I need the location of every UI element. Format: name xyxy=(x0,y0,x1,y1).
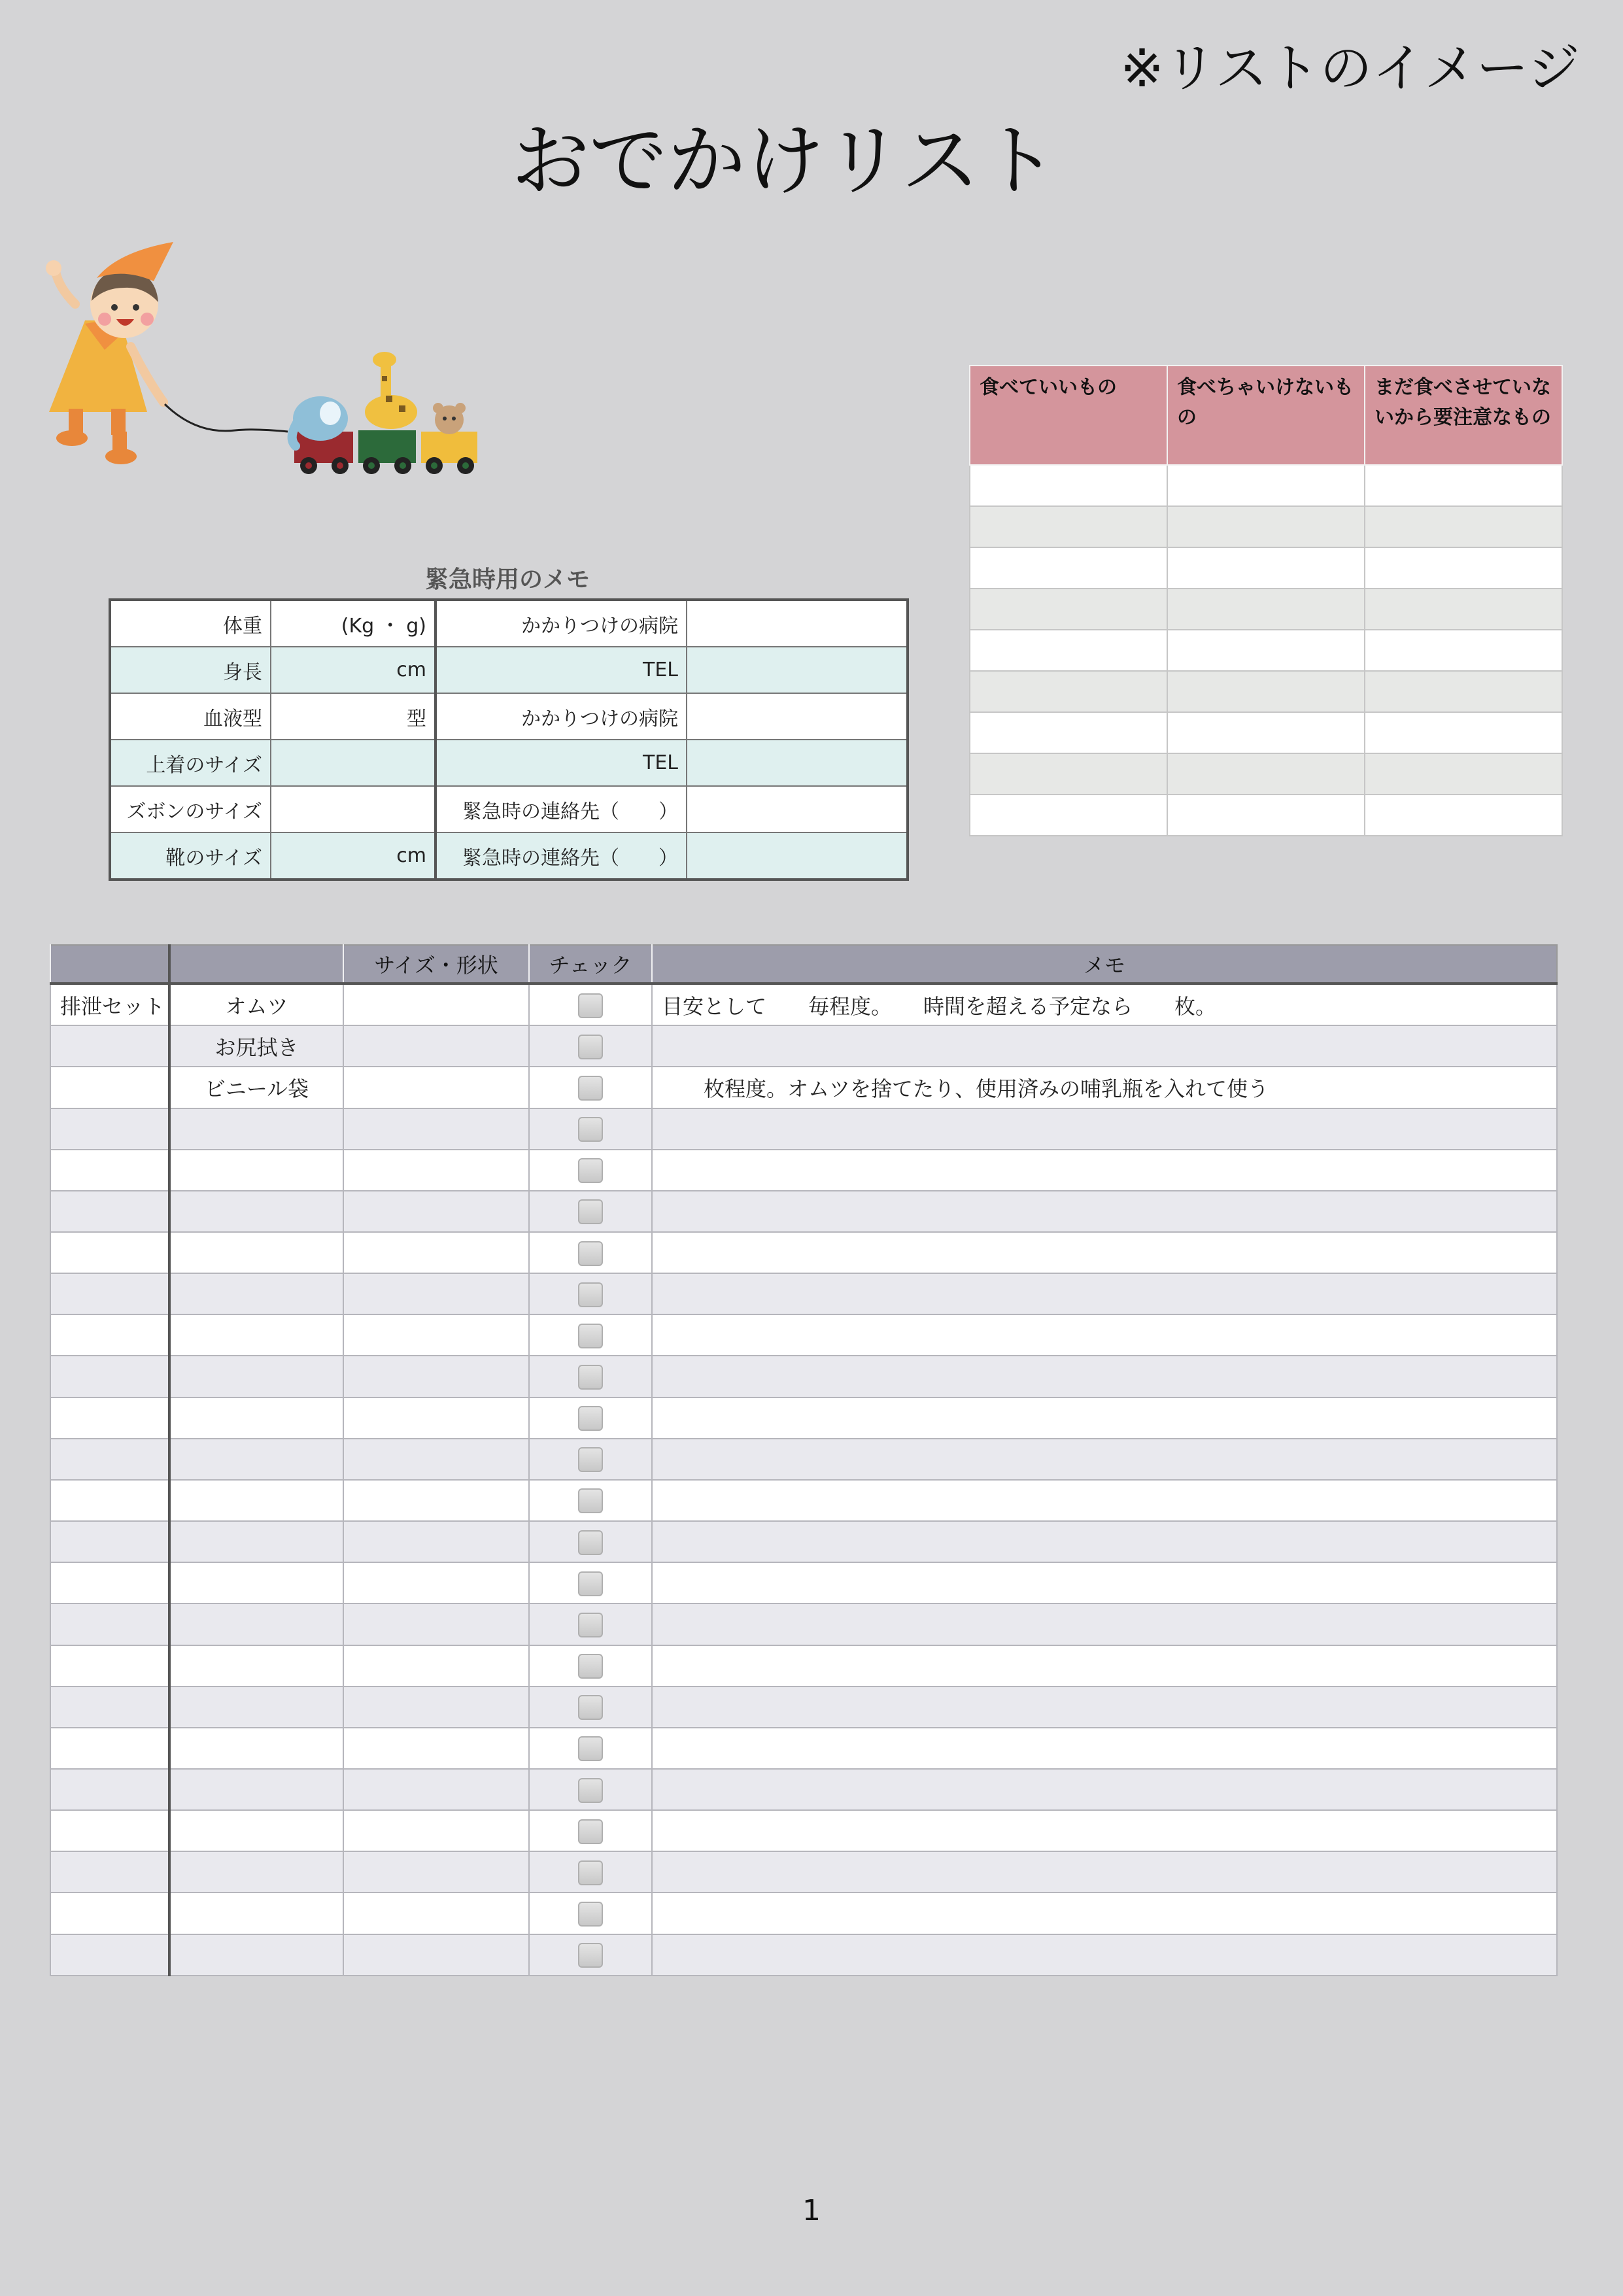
checklist-item xyxy=(169,1687,343,1728)
checklist-header-item xyxy=(169,945,343,984)
memo-value-field[interactable] xyxy=(687,647,908,693)
checklist-row xyxy=(50,1439,1557,1480)
food-cell[interactable] xyxy=(1167,753,1365,795)
checklist-category xyxy=(50,1562,169,1603)
checklist-size-field[interactable] xyxy=(343,1480,529,1521)
checklist-size-field[interactable] xyxy=(343,984,529,1025)
checklist-category xyxy=(50,1314,169,1356)
checklist-size-field[interactable] xyxy=(343,1439,529,1480)
checklist-size-field[interactable] xyxy=(343,1728,529,1769)
checklist-memo-field[interactable] xyxy=(652,1273,1557,1314)
food-cell[interactable] xyxy=(1365,712,1562,753)
checklist-item xyxy=(169,1769,343,1810)
checkbox[interactable] xyxy=(578,1530,603,1555)
checklist-size-field[interactable] xyxy=(343,1851,529,1893)
checklist-check-cell xyxy=(529,1232,652,1273)
checklist-item xyxy=(169,1232,343,1273)
checklist-row xyxy=(50,1603,1557,1645)
checklist-item xyxy=(169,1397,343,1439)
checkbox[interactable] xyxy=(578,1241,603,1266)
checklist-row xyxy=(50,1025,1557,1067)
memo-value-field[interactable] xyxy=(687,786,908,832)
checklist-memo-field[interactable] xyxy=(652,1397,1557,1439)
checkbox[interactable] xyxy=(578,1447,603,1472)
checklist-row xyxy=(50,1108,1557,1150)
food-row xyxy=(970,547,1562,589)
checklist-category: 排泄セット xyxy=(50,984,169,1025)
checklist-item xyxy=(169,1810,343,1851)
food-table xyxy=(969,365,1563,836)
checklist-item xyxy=(169,1191,343,1232)
memo-label: 緊急時の連絡先（ ） xyxy=(436,832,687,880)
checklist-item xyxy=(169,1150,343,1191)
checklist-category xyxy=(50,1521,169,1562)
checklist-size-field[interactable] xyxy=(343,1645,529,1687)
food-cell[interactable] xyxy=(1365,753,1562,795)
memo-row xyxy=(110,832,908,880)
checklist-check-cell xyxy=(529,1810,652,1851)
checkbox[interactable] xyxy=(578,1654,603,1679)
food-cell[interactable] xyxy=(1365,589,1562,630)
checklist-check-cell xyxy=(529,1150,652,1191)
food-row xyxy=(970,465,1562,506)
page-title: おでかけリスト xyxy=(511,116,1059,207)
checklist-row xyxy=(50,1893,1557,1934)
checklist-item: ビニール袋 xyxy=(169,1067,343,1108)
checklist-row xyxy=(50,1769,1557,1810)
checklist-check-cell xyxy=(529,1108,652,1150)
checklist-memo-field[interactable] xyxy=(652,1810,1557,1851)
checklist-memo-field[interactable] xyxy=(652,1645,1557,1687)
checklist-memo-field[interactable] xyxy=(652,1480,1557,1521)
food-header-ng: 食べちゃいけないもの xyxy=(1167,366,1365,465)
memo-label: 血液型 xyxy=(110,693,271,740)
checklist-item xyxy=(169,1851,343,1893)
checklist-row xyxy=(50,1067,1557,1108)
checkbox[interactable] xyxy=(578,1076,603,1101)
checklist-header-check: チェック xyxy=(529,945,652,984)
checklist-check-cell xyxy=(529,1191,652,1232)
food-row xyxy=(970,506,1562,547)
page-number: 1 xyxy=(802,2194,821,2227)
checklist-size-field[interactable] xyxy=(343,1521,529,1562)
food-cell[interactable] xyxy=(970,712,1167,753)
checklist-memo-field[interactable] xyxy=(652,1356,1557,1397)
food-cell[interactable] xyxy=(1167,671,1365,712)
memo-value-field[interactable]: cm xyxy=(271,647,436,693)
checklist-item xyxy=(169,1273,343,1314)
checklist-category xyxy=(50,1810,169,1851)
checklist-memo-field[interactable] xyxy=(652,1439,1557,1480)
checklist-category xyxy=(50,1025,169,1067)
food-cell[interactable] xyxy=(970,795,1167,836)
checklist-check-cell xyxy=(529,984,652,1025)
memo-label: TEL xyxy=(436,647,687,693)
checklist-check-cell xyxy=(529,1025,652,1067)
memo-label: ズボンのサイズ xyxy=(110,786,271,832)
checkbox[interactable] xyxy=(578,1819,603,1844)
toy-train-icon xyxy=(292,352,477,474)
checklist-check-cell xyxy=(529,1273,652,1314)
checklist-row xyxy=(50,1273,1557,1314)
food-row xyxy=(970,671,1562,712)
checkbox[interactable] xyxy=(578,1943,603,1968)
checklist-category xyxy=(50,1067,169,1108)
checklist-header-category xyxy=(50,945,169,984)
checklist-memo-field[interactable] xyxy=(652,1521,1557,1562)
checklist-row xyxy=(50,984,1557,1025)
checklist-memo-field[interactable] xyxy=(652,1562,1557,1603)
food-cell[interactable] xyxy=(970,465,1167,506)
checklist-category xyxy=(50,1480,169,1521)
checklist-check-cell xyxy=(529,1728,652,1769)
checklist-memo-field[interactable] xyxy=(652,1108,1557,1150)
checklist-size-field[interactable] xyxy=(343,1397,529,1439)
checklist-category xyxy=(50,1439,169,1480)
food-cell[interactable] xyxy=(1167,589,1365,630)
checklist-row xyxy=(50,1150,1557,1191)
food-cell[interactable] xyxy=(970,753,1167,795)
food-cell[interactable] xyxy=(1167,795,1365,836)
checklist-item xyxy=(169,1439,343,1480)
checklist-category xyxy=(50,1356,169,1397)
memo-label: 体重 xyxy=(110,600,271,647)
checklist-row xyxy=(50,1191,1557,1232)
checklist-item xyxy=(169,1603,343,1645)
emergency-memo-caption: 緊急時用のメモ xyxy=(424,566,590,593)
checklist-memo-field[interactable] xyxy=(652,1934,1557,1976)
checklist-item xyxy=(169,1521,343,1562)
checkbox[interactable] xyxy=(578,1406,603,1431)
checklist-memo-field[interactable] xyxy=(652,1893,1557,1934)
checklist-row xyxy=(50,1521,1557,1562)
checklist-category xyxy=(50,1687,169,1728)
checklist-check-cell xyxy=(529,1893,652,1934)
checklist-check-cell xyxy=(529,1314,652,1356)
checklist-row xyxy=(50,1480,1557,1521)
checklist-row xyxy=(50,1645,1557,1687)
food-cell[interactable] xyxy=(970,506,1167,547)
checklist-size-field[interactable] xyxy=(343,1769,529,1810)
packing-checklist-table xyxy=(50,944,1558,1976)
checkbox[interactable] xyxy=(578,1324,603,1348)
food-row xyxy=(970,795,1562,836)
food-cell[interactable] xyxy=(970,547,1167,589)
checklist-row xyxy=(50,1397,1557,1439)
food-cell[interactable] xyxy=(1365,630,1562,671)
memo-label: かかりつけの病院 xyxy=(436,600,687,647)
checklist-memo-field[interactable] xyxy=(652,1728,1557,1769)
checklist-memo-field[interactable] xyxy=(652,1232,1557,1273)
checklist-item xyxy=(169,1562,343,1603)
food-cell[interactable] xyxy=(970,589,1167,630)
checklist-memo-field[interactable] xyxy=(652,1314,1557,1356)
food-cell[interactable] xyxy=(1167,630,1365,671)
checklist-row xyxy=(50,1562,1557,1603)
checklist-category xyxy=(50,1728,169,1769)
checklist-row xyxy=(50,1232,1557,1273)
checkbox[interactable] xyxy=(578,1199,603,1224)
checkbox[interactable] xyxy=(578,1613,603,1637)
memo-row xyxy=(110,693,908,740)
food-cell[interactable] xyxy=(1167,465,1365,506)
checklist-category xyxy=(50,1603,169,1645)
food-row xyxy=(970,712,1562,753)
checklist-size-field[interactable] xyxy=(343,1067,529,1108)
checklist-row xyxy=(50,1728,1557,1769)
checklist-item xyxy=(169,1314,343,1356)
checkbox[interactable] xyxy=(578,1365,603,1390)
memo-value-field[interactable]: cm xyxy=(271,832,436,880)
checklist-memo-field[interactable] xyxy=(652,1603,1557,1645)
checklist-item xyxy=(169,1645,343,1687)
checklist-check-cell xyxy=(529,1934,652,1976)
checklist-item xyxy=(169,1728,343,1769)
food-cell[interactable] xyxy=(1365,506,1562,547)
checklist-category xyxy=(50,1108,169,1150)
emergency-memo-table xyxy=(109,598,909,881)
food-row xyxy=(970,630,1562,671)
checklist-item: お尻拭き xyxy=(169,1025,343,1067)
checklist-size-field[interactable] xyxy=(343,1108,529,1150)
checklist-size-field[interactable] xyxy=(343,1810,529,1851)
child-figure xyxy=(46,242,173,464)
memo-label: 緊急時の連絡先（ ） xyxy=(436,786,687,832)
memo-label: かかりつけの病院 xyxy=(436,693,687,740)
memo-row xyxy=(110,740,908,786)
checklist-item: オムツ xyxy=(169,984,343,1025)
checklist-item xyxy=(169,1356,343,1397)
food-row xyxy=(970,589,1562,630)
food-cell[interactable] xyxy=(1365,671,1562,712)
checklist-check-cell xyxy=(529,1356,652,1397)
food-cell[interactable] xyxy=(1167,547,1365,589)
food-cell[interactable] xyxy=(1365,465,1562,506)
memo-label: TEL xyxy=(436,740,687,786)
checkbox[interactable] xyxy=(578,1778,603,1803)
checklist-memo-field[interactable] xyxy=(652,1851,1557,1893)
checklist-memo-field[interactable] xyxy=(652,1025,1557,1067)
memo-label: 上着のサイズ xyxy=(110,740,271,786)
checklist-check-cell xyxy=(529,1687,652,1728)
memo-value-field[interactable] xyxy=(687,600,908,647)
checklist-item xyxy=(169,1934,343,1976)
checklist-size-field[interactable] xyxy=(343,1687,529,1728)
checklist-row xyxy=(50,1810,1557,1851)
checkbox[interactable] xyxy=(578,1117,603,1142)
checkbox[interactable] xyxy=(578,1902,603,1927)
memo-row xyxy=(110,600,908,647)
checklist-memo-field[interactable]: 枚程度。オムツを捨てたり、使用済みの哺乳瓶を入れて使う xyxy=(652,1067,1557,1108)
checkbox[interactable] xyxy=(578,1282,603,1307)
memo-value-field[interactable] xyxy=(687,740,908,786)
checkbox[interactable] xyxy=(578,1860,603,1885)
checklist-category xyxy=(50,1893,169,1934)
memo-value-field[interactable]: (Kg ・ g) xyxy=(271,600,436,647)
memo-value-field[interactable] xyxy=(687,832,908,880)
checklist-size-field[interactable] xyxy=(343,1191,529,1232)
checklist-check-cell xyxy=(529,1480,652,1521)
checklist-memo-field[interactable] xyxy=(652,1191,1557,1232)
checkbox[interactable] xyxy=(578,1035,603,1059)
checklist-category xyxy=(50,1150,169,1191)
memo-value-field[interactable] xyxy=(271,740,436,786)
food-cell[interactable] xyxy=(1365,547,1562,589)
checklist-category xyxy=(50,1769,169,1810)
checklist-row xyxy=(50,1934,1557,1976)
checklist-size-field[interactable] xyxy=(343,1025,529,1067)
food-cell[interactable] xyxy=(970,671,1167,712)
checklist-memo-field[interactable] xyxy=(652,1769,1557,1810)
memo-value-field[interactable] xyxy=(687,693,908,740)
checklist-category xyxy=(50,1645,169,1687)
checklist-memo-field[interactable] xyxy=(652,1687,1557,1728)
checklist-size-field[interactable] xyxy=(343,1893,529,1934)
checkbox[interactable] xyxy=(578,1695,603,1720)
food-cell[interactable] xyxy=(1167,712,1365,753)
memo-label: 身長 xyxy=(110,647,271,693)
memo-row xyxy=(110,647,908,693)
food-header-caution: まだ食べさせていないから要注意なもの xyxy=(1365,366,1562,465)
checklist-row xyxy=(50,1687,1557,1728)
memo-row xyxy=(110,786,908,832)
food-cell[interactable] xyxy=(1365,795,1562,836)
checklist-size-field[interactable] xyxy=(343,1150,529,1191)
checklist-row xyxy=(50,1851,1557,1893)
checklist-memo-field[interactable]: 目安として 毎程度。 時間を超える予定なら 枚。 xyxy=(652,984,1557,1025)
checklist-header-memo: メモ xyxy=(652,945,1557,984)
food-cell[interactable] xyxy=(970,630,1167,671)
checkbox[interactable] xyxy=(578,1571,603,1596)
checklist-check-cell xyxy=(529,1067,652,1108)
checklist-row xyxy=(50,1356,1557,1397)
checklist-check-cell xyxy=(529,1521,652,1562)
checklist-item xyxy=(169,1480,343,1521)
checklist-size-field[interactable] xyxy=(343,1934,529,1976)
checklist-category xyxy=(50,1273,169,1314)
checklist-category xyxy=(50,1851,169,1893)
checklist-item xyxy=(169,1108,343,1150)
checkbox[interactable] xyxy=(578,1736,603,1761)
checklist-item xyxy=(169,1893,343,1934)
checklist-category xyxy=(50,1934,169,1976)
checklist-check-cell xyxy=(529,1562,652,1603)
checkbox[interactable] xyxy=(578,1488,603,1513)
checklist-check-cell xyxy=(529,1645,652,1687)
checklist-size-field[interactable] xyxy=(343,1314,529,1356)
checklist-category xyxy=(50,1232,169,1273)
checklist-memo-field[interactable] xyxy=(652,1150,1557,1191)
memo-value-field[interactable] xyxy=(271,786,436,832)
food-row xyxy=(970,753,1562,795)
checklist-category xyxy=(50,1397,169,1439)
checklist-check-cell xyxy=(529,1603,652,1645)
image-note: ※リストのイメージ xyxy=(1119,38,1580,99)
memo-value-field[interactable]: 型 xyxy=(271,693,436,740)
checklist-header-size: サイズ・形状 xyxy=(343,945,529,984)
checkbox[interactable] xyxy=(578,993,603,1018)
checklist-size-field[interactable] xyxy=(343,1603,529,1645)
checkbox[interactable] xyxy=(578,1158,603,1183)
checklist-row xyxy=(50,1314,1557,1356)
checklist-size-field[interactable] xyxy=(343,1562,529,1603)
checklist-check-cell xyxy=(529,1439,652,1480)
food-cell[interactable] xyxy=(1167,506,1365,547)
checklist-check-cell xyxy=(529,1851,652,1893)
checklist-size-field[interactable] xyxy=(343,1273,529,1314)
checklist-size-field[interactable] xyxy=(343,1232,529,1273)
checklist-check-cell xyxy=(529,1769,652,1810)
checklist-size-field[interactable] xyxy=(343,1356,529,1397)
memo-label: 靴のサイズ xyxy=(110,832,271,880)
checklist-check-cell xyxy=(529,1397,652,1439)
checklist-category xyxy=(50,1191,169,1232)
food-header-ok: 食べていいもの xyxy=(970,366,1167,465)
child-pulling-toy-train-icon xyxy=(39,242,490,484)
